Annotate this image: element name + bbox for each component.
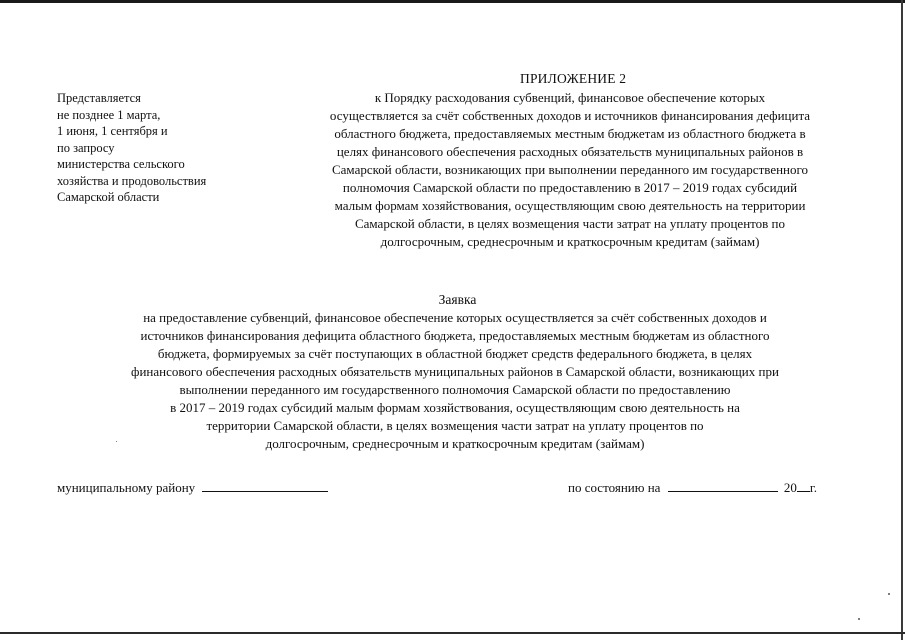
appendix-line: целях финансового обеспечения расходных обязательств муниципальных районов в [336, 144, 804, 159]
appendix-heading: ПРИЛОЖЕНИЕ 2 [520, 71, 627, 86]
district-blank[interactable] [202, 479, 328, 492]
scan-edge-top [0, 0, 905, 3]
request-line: финансового обеспечения расходных обязательств муниципальных районов в Самарской области, возникающих при [131, 364, 779, 379]
scan-speck [116, 441, 117, 442]
request-line: бюджета, формируемых за счёт поступающих в областной бюджет средств федерального бюджета, в целях [157, 346, 753, 361]
submission-note-line: 1 июня, 1 сентября и [57, 124, 168, 138]
date-label: по состоянию на [568, 480, 661, 495]
appendix-line: осуществляется за счёт собственных доходов и источников финансирования дефицита [329, 108, 811, 123]
request-description [40, 309, 870, 453]
scan-speck [888, 593, 890, 595]
request-line: долгосрочным, среднесрочным и краткосрочным кредитам (займам) [265, 436, 645, 451]
submission-note [57, 90, 257, 206]
request-line: территории Самарской области, в целях возмещения части затрат на уплату процентов по [206, 418, 704, 433]
year-suffix: г. [809, 480, 818, 495]
appendix-line: полномочия Самарской области по предоставлению в 2017 – 2019 годах субсидий [342, 180, 798, 195]
request-title: Заявка [438, 292, 477, 307]
appendix-line: долгосрочным, среднесрочным и краткосрочным кредитам (займам) [380, 234, 760, 249]
appendix-line: Самарской области, возникающих при выполнении переданного им государственного [331, 162, 809, 177]
appendix-line: малым формам хозяйствования, осуществляющим свою деятельность на территории [334, 198, 806, 213]
request-line: выполнении переданного им государственного полномочия Самарской области по предоставлению [179, 382, 731, 397]
district-field [57, 479, 328, 496]
year-prefix: 20 [783, 480, 797, 495]
submission-note-line: Представляется [57, 91, 141, 105]
submission-note-line: министерства сельского [57, 157, 185, 171]
appendix-reference [270, 89, 870, 251]
appendix-line: к Порядку расходования субвенций, финансовое обеспечение которых [374, 90, 766, 105]
appendix-line: областного бюджета, предоставляемых местным бюджетам из областного бюджета в [334, 126, 806, 141]
appendix-line: Самарской области, в целях возмещения части затрат на уплату процентов по [354, 216, 786, 231]
date-field [568, 479, 817, 496]
scan-edge-right [901, 0, 903, 640]
submission-note-line: по запросу [57, 140, 115, 155]
scan-speck [858, 618, 860, 620]
submission-note-line: хозяйства и продовольствия [57, 173, 207, 188]
date-blank[interactable] [668, 479, 778, 492]
request-line: на предоставление субвенций, финансовое обеспечение которых осуществляется за счёт собственных доходов и [143, 310, 767, 325]
submission-note-line: не позднее 1 марта, [57, 107, 161, 122]
request-line: источников финансирования дефицита областного бюджета, предоставляемых местным бюджетам из областного [140, 328, 770, 343]
year-blank[interactable] [797, 479, 810, 492]
request-line: в 2017 – 2019 годах субсидий малым формам хозяйствования, осуществляющим свою деятельность на [170, 400, 740, 415]
district-label: муниципальному району [57, 480, 196, 495]
scan-edge-bottom [0, 632, 905, 634]
submission-note-line: Самарской области [57, 190, 160, 204]
